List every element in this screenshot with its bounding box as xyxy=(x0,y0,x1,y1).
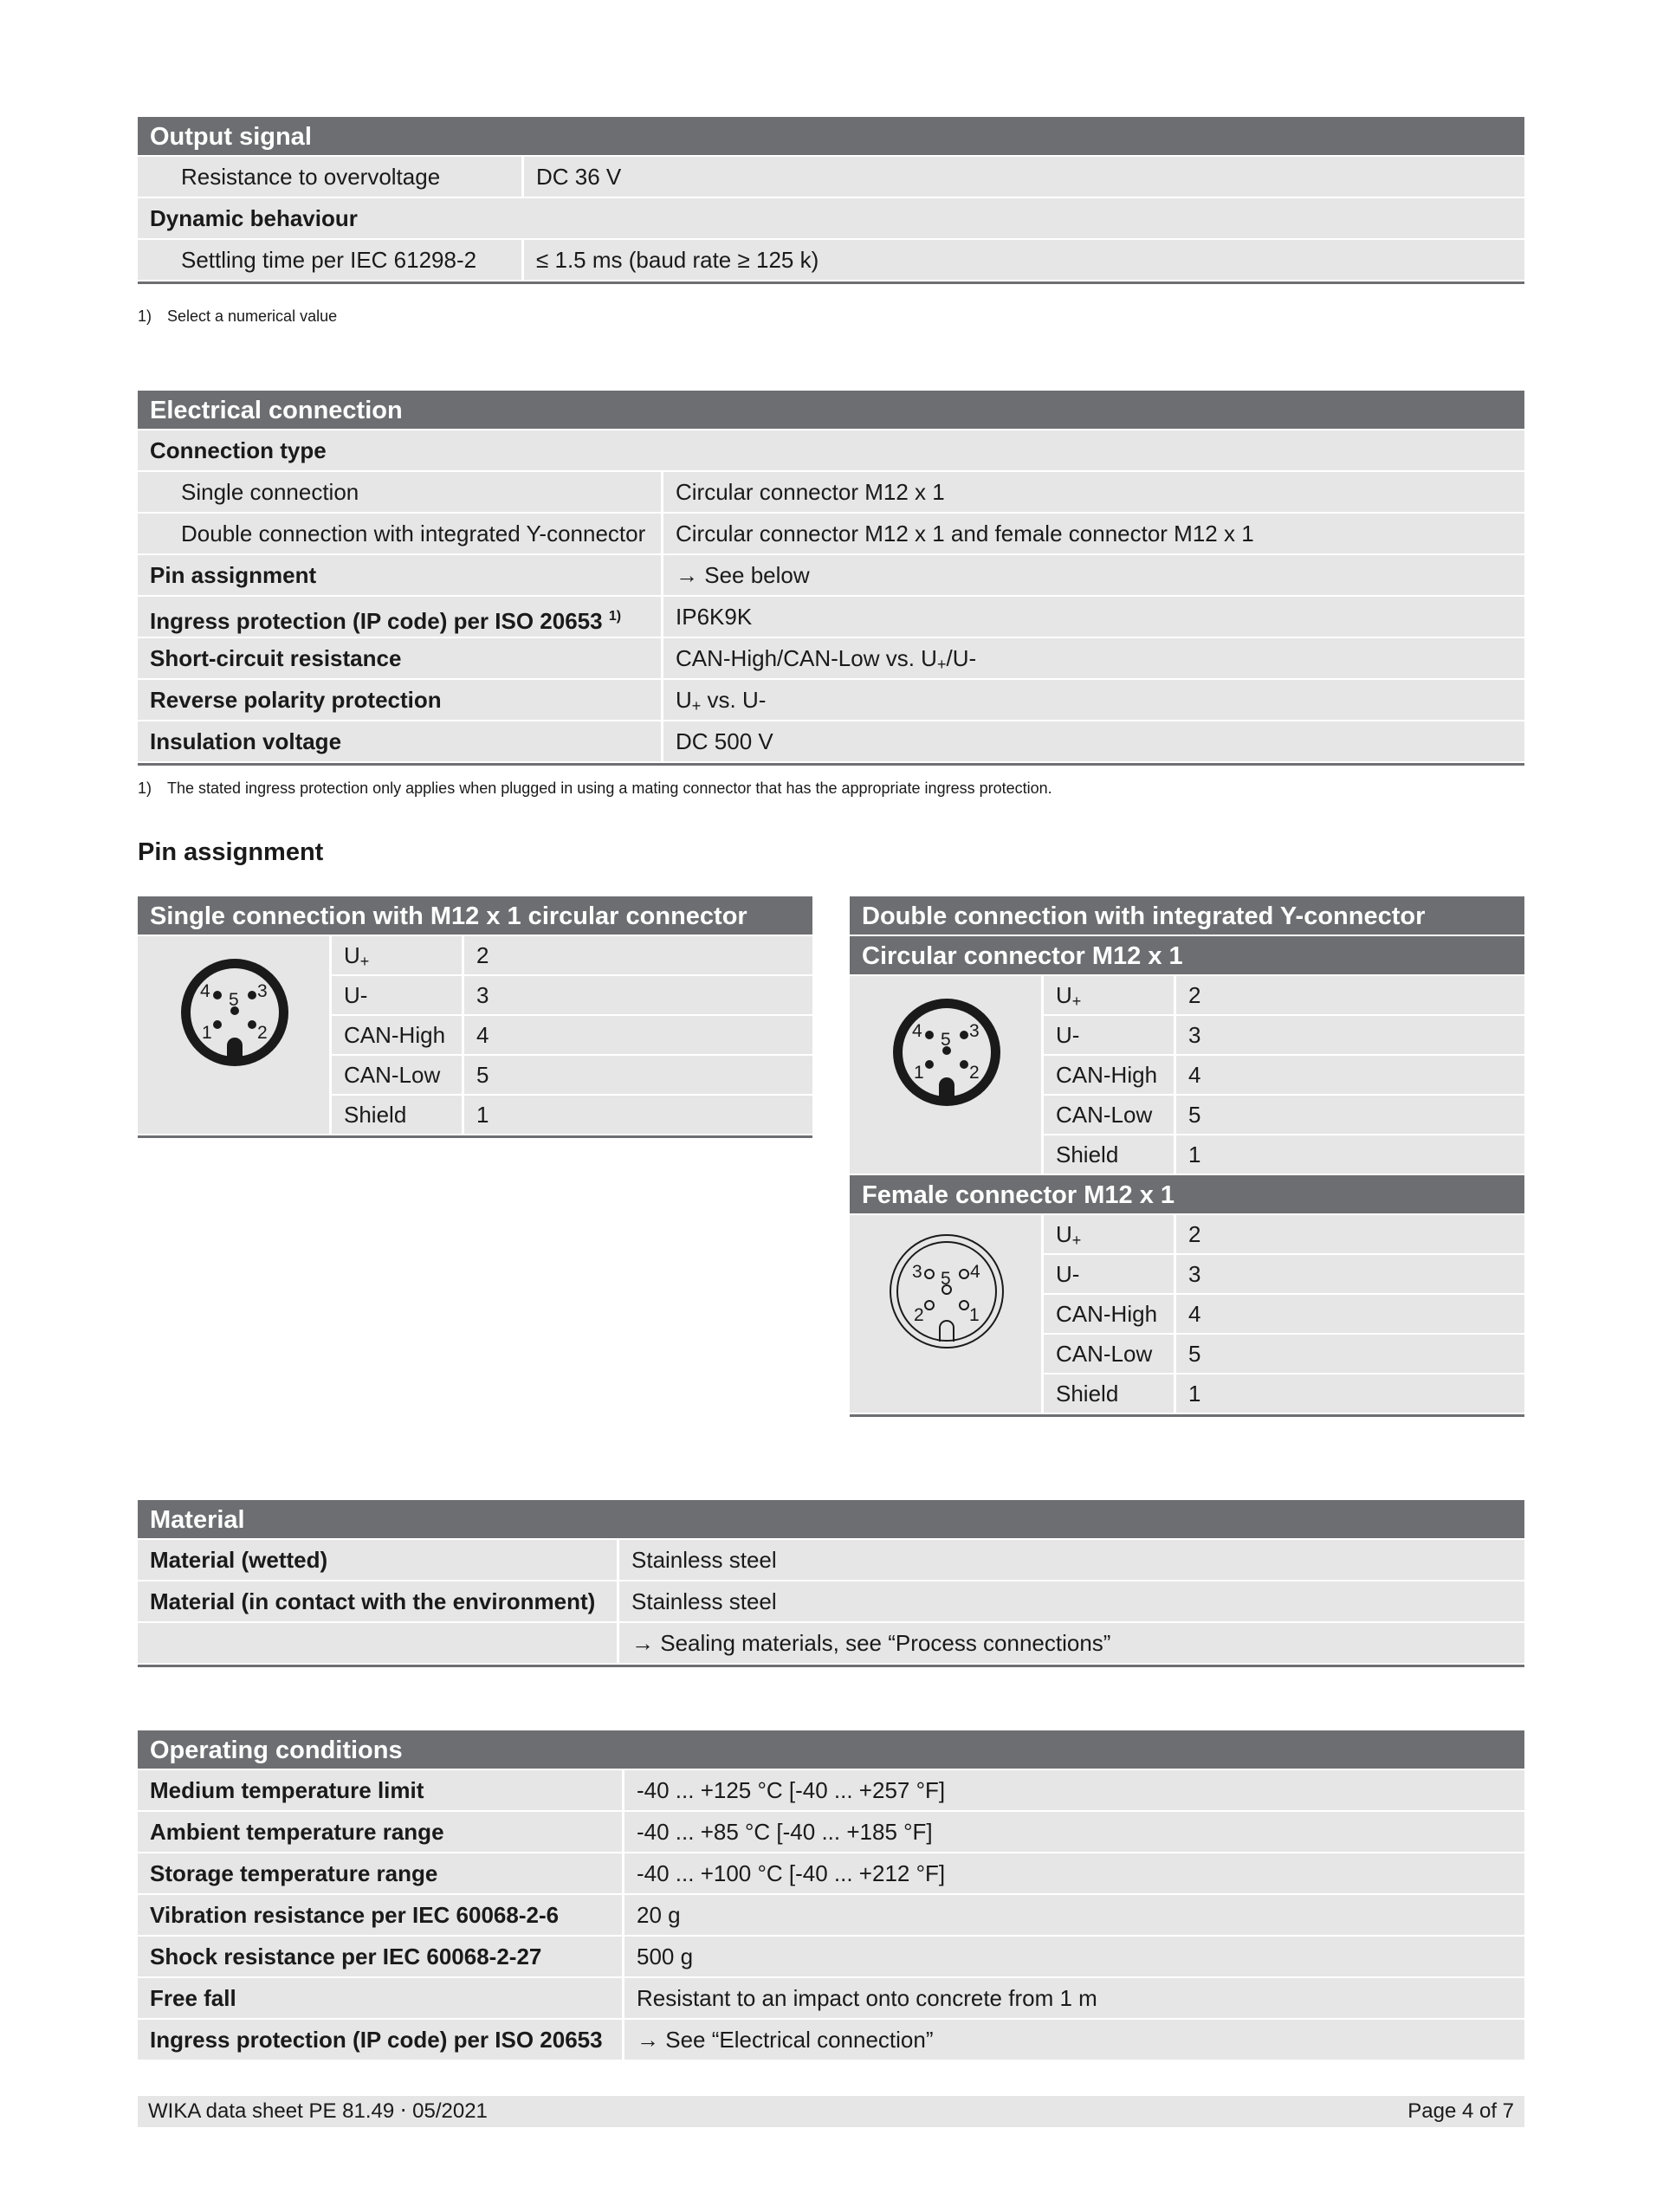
pin-signal xyxy=(1044,1215,1174,1253)
row-value: 500 g xyxy=(624,1937,1524,1976)
row-value: Stainless steel xyxy=(619,1540,1524,1580)
row-value: → Sealing materials, see “Process connections” xyxy=(619,1623,1524,1663)
table-row xyxy=(138,1978,1524,2018)
material-table xyxy=(138,1500,1524,1667)
pin-signal: CAN-High xyxy=(1044,1295,1174,1333)
table-row xyxy=(138,198,1524,238)
table-rule xyxy=(138,1665,1524,1667)
footnote-text: Select a numerical value xyxy=(167,307,338,325)
table-row xyxy=(138,1895,1524,1935)
operating-conditions-table xyxy=(138,1730,1524,2060)
section-header: Operating conditions xyxy=(138,1730,1524,1769)
pin-signal: CAN-Low xyxy=(332,1056,462,1094)
pin-number: 4 xyxy=(464,1016,812,1054)
table-row xyxy=(138,597,1524,637)
table-row xyxy=(138,680,1524,720)
page-number: Page 4 of 7 xyxy=(1407,2099,1514,2123)
male-connector-icon xyxy=(138,936,329,1134)
table-row xyxy=(1044,976,1524,1014)
pin-number: 3 xyxy=(1176,1255,1524,1293)
table-row xyxy=(138,1540,1524,1580)
row-label: Pin assignment xyxy=(138,555,661,595)
row-label-empty xyxy=(138,1623,617,1663)
page-footer xyxy=(138,2096,1524,2127)
table-row xyxy=(1044,1096,1524,1134)
pin-table-body xyxy=(850,1213,1524,1413)
pin-number: 1 xyxy=(1176,1135,1524,1174)
pin-label: 5 xyxy=(229,990,239,1010)
row-label xyxy=(138,597,661,637)
pin-signal: U- xyxy=(1044,1016,1174,1054)
pin-table-body xyxy=(138,935,812,1134)
table-row xyxy=(138,1812,1524,1852)
row-value: IP6K9K xyxy=(663,597,1524,637)
table-row xyxy=(332,1096,812,1134)
table-row xyxy=(1044,1016,1524,1054)
pin-number: 3 xyxy=(1176,1016,1524,1054)
row-label: Single connection xyxy=(138,472,661,512)
pin-signal: Shield xyxy=(1044,1374,1174,1413)
pin-label: 2 xyxy=(969,1063,980,1083)
pin-number: 3 xyxy=(464,976,812,1014)
pin-number: 4 xyxy=(1176,1295,1524,1333)
pin-label: 3 xyxy=(969,1021,980,1041)
row-label: Insulation voltage xyxy=(138,721,661,761)
pin-label: 5 xyxy=(941,1269,951,1289)
table-row xyxy=(1044,1135,1524,1174)
table-row xyxy=(332,1016,812,1054)
female-connector-icon xyxy=(850,1215,1041,1413)
row-value: Circular connector M12 x 1 xyxy=(663,472,1524,512)
subscript-plus: + xyxy=(691,697,702,715)
pin-label: 1 xyxy=(202,1023,212,1043)
row-value xyxy=(663,680,1524,720)
row-value: → See below xyxy=(663,555,1524,595)
pin-number: 2 xyxy=(1176,976,1524,1014)
table-row xyxy=(1044,1255,1524,1293)
pin-number: 1 xyxy=(1176,1374,1524,1413)
table-rule xyxy=(138,1135,812,1138)
table-row xyxy=(138,1853,1524,1893)
row-value: 20 g xyxy=(624,1895,1524,1935)
row-label: Double connection with integrated Y-connector xyxy=(138,514,661,553)
table-row xyxy=(138,514,1524,553)
table-row xyxy=(332,936,812,974)
pin-signal xyxy=(332,936,462,974)
table-row xyxy=(1044,1335,1524,1373)
row-value: -40 ... +100 °C [-40 ... +212 °F] xyxy=(624,1853,1524,1893)
sub-header: Circular connector M12 x 1 xyxy=(850,936,1524,974)
signal-text: U xyxy=(1056,982,1072,1008)
row-value: ≤ 1.5 ms (baud rate ≥ 125 k) xyxy=(524,240,1524,280)
row-label: Settling time per IEC 61298-2 xyxy=(138,240,521,280)
pin-rows xyxy=(1044,974,1524,1174)
subscript-plus: + xyxy=(1071,993,1082,1010)
datasheet-id: WIKA data sheet PE 81.49 ⋅ 05/2021 xyxy=(148,2099,488,2123)
pin-label: 1 xyxy=(914,1063,924,1083)
table-row xyxy=(138,638,1524,678)
male-connector-diagram xyxy=(138,936,329,1134)
row-label: Storage temperature range xyxy=(138,1853,622,1893)
pin-label: 3 xyxy=(257,981,268,1001)
row-value: -40 ... +85 °C [-40 ... +185 °F] xyxy=(624,1812,1524,1852)
pin-table-body xyxy=(850,974,1524,1174)
pin-number: 5 xyxy=(1176,1096,1524,1134)
signal-text: U xyxy=(344,942,360,968)
table-rule xyxy=(850,1414,1524,1417)
row-label: Free fall xyxy=(138,1978,622,2018)
section-header: Double connection with integrated Y-connector xyxy=(850,896,1524,935)
table-row xyxy=(138,1937,1524,1976)
table-row xyxy=(138,157,1524,197)
pin-number: 4 xyxy=(1176,1056,1524,1094)
row-value: Stainless steel xyxy=(619,1581,1524,1621)
row-value: Circular connector M12 x 1 and female connector M12 x 1 xyxy=(663,514,1524,553)
pin-assignment-title: Pin assignment xyxy=(138,838,324,866)
row-label: Vibration resistance per IEC 60068-2-6 xyxy=(138,1895,622,1935)
footnote-number: 1) xyxy=(138,779,152,797)
table-row xyxy=(332,976,812,1014)
footnote-marker: 1) xyxy=(608,609,622,624)
pin-signal: U- xyxy=(332,976,462,1014)
row-subheading: Dynamic behaviour xyxy=(138,198,1524,238)
pin-label: 4 xyxy=(912,1021,922,1041)
value-text: CAN-High/CAN-Low vs. U xyxy=(676,645,937,671)
table-row xyxy=(138,555,1524,595)
pin-signal: CAN-High xyxy=(332,1016,462,1054)
male-connector-icon xyxy=(850,976,1041,1174)
pin-signal: U- xyxy=(1044,1255,1174,1293)
row-label: Ingress protection (IP code) per ISO 20653 xyxy=(138,2020,622,2060)
pin-label: 5 xyxy=(941,1030,951,1050)
pin-label: 2 xyxy=(257,1023,268,1043)
row-label: Material (wetted) xyxy=(138,1540,617,1580)
table-row xyxy=(1044,1056,1524,1094)
pin-signal: CAN-Low xyxy=(1044,1335,1174,1373)
row-value: Resistant to an impact onto concrete from 1 m xyxy=(624,1978,1524,2018)
pin-rows xyxy=(332,935,812,1134)
table-rule xyxy=(138,281,1524,284)
table-row xyxy=(1044,1215,1524,1253)
table-row xyxy=(138,2020,1524,2060)
footnote xyxy=(138,307,337,326)
footnote-number: 1) xyxy=(138,307,152,325)
table-rule xyxy=(138,763,1524,766)
pin-number: 2 xyxy=(464,936,812,974)
female-connector-diagram xyxy=(850,1215,1041,1413)
value-text: vs. U- xyxy=(701,687,767,713)
table-row xyxy=(1044,1374,1524,1413)
pin-signal: Shield xyxy=(332,1096,462,1134)
row-value: -40 ... +125 °C [-40 ... +257 °F] xyxy=(624,1770,1524,1810)
row-label: Ambient temperature range xyxy=(138,1812,622,1852)
section-header: Single connection with M12 x 1 circular connector xyxy=(138,896,812,935)
row-label: Short-circuit resistance xyxy=(138,638,661,678)
section-header: Material xyxy=(138,1500,1524,1538)
row-label: Material (in contact with the environment) xyxy=(138,1581,617,1621)
row-value: DC 500 V xyxy=(663,721,1524,761)
value-text: /U- xyxy=(946,645,977,671)
sub-header: Female connector M12 x 1 xyxy=(850,1175,1524,1213)
row-value: DC 36 V xyxy=(524,157,1524,197)
pin-label: 4 xyxy=(200,981,210,1001)
pin-number: 2 xyxy=(1176,1215,1524,1253)
row-label: Medium temperature limit xyxy=(138,1770,622,1810)
pin-signal: CAN-High xyxy=(1044,1056,1174,1094)
subscript-plus: + xyxy=(1071,1232,1082,1249)
row-label: Reverse polarity protection xyxy=(138,680,661,720)
pin-signal xyxy=(1044,976,1174,1014)
row-label: Shock resistance per IEC 60068-2-27 xyxy=(138,1937,622,1976)
table-row xyxy=(332,1056,812,1094)
row-subheading: Connection type xyxy=(138,430,1524,470)
footnote-text: The stated ingress protection only applies when plugged in using a mating connector that has the appropriate ingress protection. xyxy=(167,779,1052,797)
output-signal-table xyxy=(138,117,1524,284)
signal-text: U xyxy=(1056,1221,1072,1247)
row-label: Resistance to overvoltage xyxy=(138,157,521,197)
pin-label: 1 xyxy=(969,1305,980,1325)
pin-signal: CAN-Low xyxy=(1044,1096,1174,1134)
pin-rows xyxy=(1044,1213,1524,1413)
male-connector-diagram xyxy=(850,976,1041,1174)
pin-number: 5 xyxy=(464,1056,812,1094)
section-header: Output signal xyxy=(138,117,1524,155)
electrical-connection-table xyxy=(138,391,1524,766)
table-row xyxy=(138,1581,1524,1621)
table-row xyxy=(138,1770,1524,1810)
table-row xyxy=(138,472,1524,512)
ip-label-text: Ingress protection (IP code) per ISO 20653 xyxy=(150,608,603,634)
pin-number: 5 xyxy=(1176,1335,1524,1373)
subscript-plus: + xyxy=(359,953,370,970)
table-row xyxy=(1044,1295,1524,1333)
pin-label: 2 xyxy=(914,1305,924,1325)
value-text: U xyxy=(676,687,692,713)
pin-label: 4 xyxy=(970,1262,980,1282)
pin-number: 1 xyxy=(464,1096,812,1134)
subscript-plus: + xyxy=(936,656,947,673)
table-row xyxy=(138,1623,1524,1663)
row-value xyxy=(663,638,1524,678)
section-header: Electrical connection xyxy=(138,391,1524,429)
table-row xyxy=(138,430,1524,470)
footnote xyxy=(138,779,1052,798)
table-row xyxy=(138,721,1524,761)
single-connection-table xyxy=(138,896,812,1138)
table-row xyxy=(138,240,1524,280)
pin-signal: Shield xyxy=(1044,1135,1174,1174)
pin-label: 3 xyxy=(912,1262,922,1282)
row-value: → See “Electrical connection” xyxy=(624,2020,1524,2060)
double-connection-table xyxy=(850,896,1524,1417)
